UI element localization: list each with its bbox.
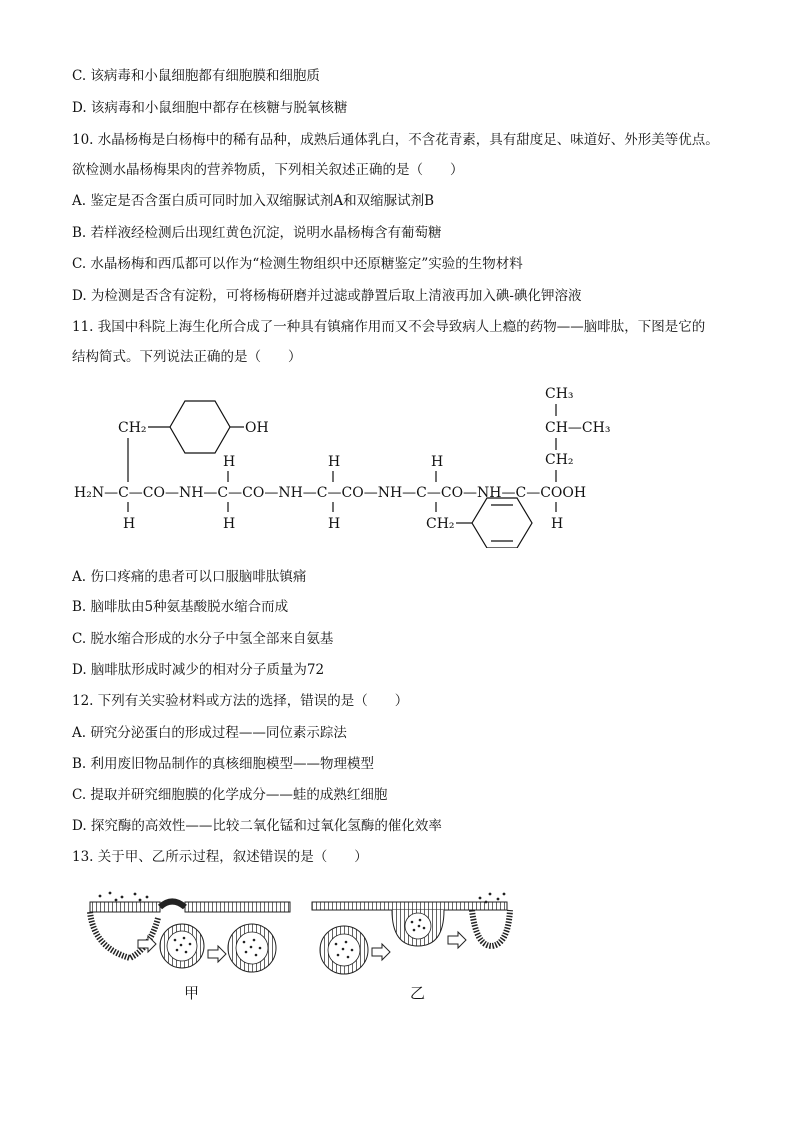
option-b-q10: B. 若样液经检测后出现红黄色沉淀，说明水晶杨梅含有葡萄糖	[72, 225, 442, 241]
ch-ch3: CH—CH₃	[545, 420, 611, 436]
option-a-q10: A. 鉴定是否含蛋白质可同时加入双缩脲试剂A和双缩脲试剂B	[72, 193, 435, 209]
figure-jia-endocytosis	[90, 892, 290, 972]
question-10-stem: 10. 水晶杨梅是白杨梅中的稀有品种，成熟后通体乳白，不含花青素，具有甜度足、味道好、外形美等优点。	[72, 132, 719, 148]
question-11-stem: 11. 我国中科院上海生化所合成了一种具有镇痛作用而又不会导致病人上瘾的药物——脑啡肽，下图是它的	[72, 319, 706, 335]
option-c-q10: C. 水晶杨梅和西瓜都可以作为“检测生物组织中还原糖鉴定”实验的生物材料	[72, 256, 523, 272]
option-c-q12: C. 提取并研究细胞膜的化学成分——蛙的成熟红细胞	[72, 787, 388, 803]
oh-group: OH	[245, 420, 269, 436]
question-10-stem-cont: 欲检测水晶杨梅果肉的营养物质，下列相关叙述正确的是（ ）	[72, 162, 464, 178]
question-12-stem: 12. 下列有关实验材料或方法的选择，错误的是（ ）	[72, 693, 409, 709]
h-bottom-2: H	[223, 516, 236, 532]
option-d-q9: D. 该病毒和小鼠细胞中都存在核糖与脱氧核糖	[72, 100, 348, 116]
option-c-q11: C. 脱水缩合形成的水分子中氢全部来自氨基	[72, 631, 334, 647]
h-bottom-3: H	[328, 516, 341, 532]
ch2-top-left: CH₂	[118, 420, 147, 436]
h-bottom-1: H	[123, 516, 136, 532]
h-top-3: H	[431, 454, 444, 470]
endocytosis-exocytosis-figure	[80, 888, 520, 1008]
figure-yi-exocytosis	[312, 893, 510, 974]
figure-label-yi: 乙	[410, 984, 426, 1002]
peptide-backbone: H₂N—C—CO—NH—C—CO—NH—C—CO—NH—C—CO—NH—C—COOH	[74, 485, 587, 501]
option-d-q10: D. 为检测是否含有淀粉，可将杨梅研磨并过滤或静置后取上清液再加入碘-碘化钾溶液	[72, 288, 582, 304]
ch2-top-right: CH₂	[545, 452, 574, 468]
option-c-q9: C. 该病毒和小鼠细胞都有细胞膜和细胞质	[72, 68, 320, 84]
option-a-q11: A. 伤口疼痛的患者可以口服脑啡肽镇痛	[72, 569, 307, 585]
ch3-top: CH₃	[545, 386, 574, 402]
figure-label-jia: 甲	[184, 984, 200, 1002]
benzene-ring-top	[170, 401, 230, 453]
option-b-q11: B. 脑啡肽由5种氨基酸脱水缩合而成	[72, 599, 289, 615]
ch2-bottom: CH₂	[426, 516, 455, 532]
h-top-1: H	[223, 454, 236, 470]
enkephalin-structure-diagram	[60, 378, 740, 548]
option-d-q12: D. 探究酶的高效性——比较二氧化锰和过氧化氢酶的催化效率	[72, 818, 442, 834]
option-b-q12: B. 利用废旧物品制作的真核细胞模型——物理模型	[72, 756, 375, 772]
option-d-q11: D. 脑啡肽形成时减少的相对分子质量为72	[72, 662, 325, 678]
option-a-q12: A. 研究分泌蛋白的形成过程——同位素示踪法	[72, 725, 347, 741]
question-11-stem-cont: 结构简式。下列说法正确的是（ ）	[72, 349, 302, 365]
h-top-2: H	[328, 454, 341, 470]
question-13-stem: 13. 关于甲、乙所示过程，叙述错误的是（ ）	[72, 849, 368, 865]
h-bottom-5: H	[551, 516, 564, 532]
